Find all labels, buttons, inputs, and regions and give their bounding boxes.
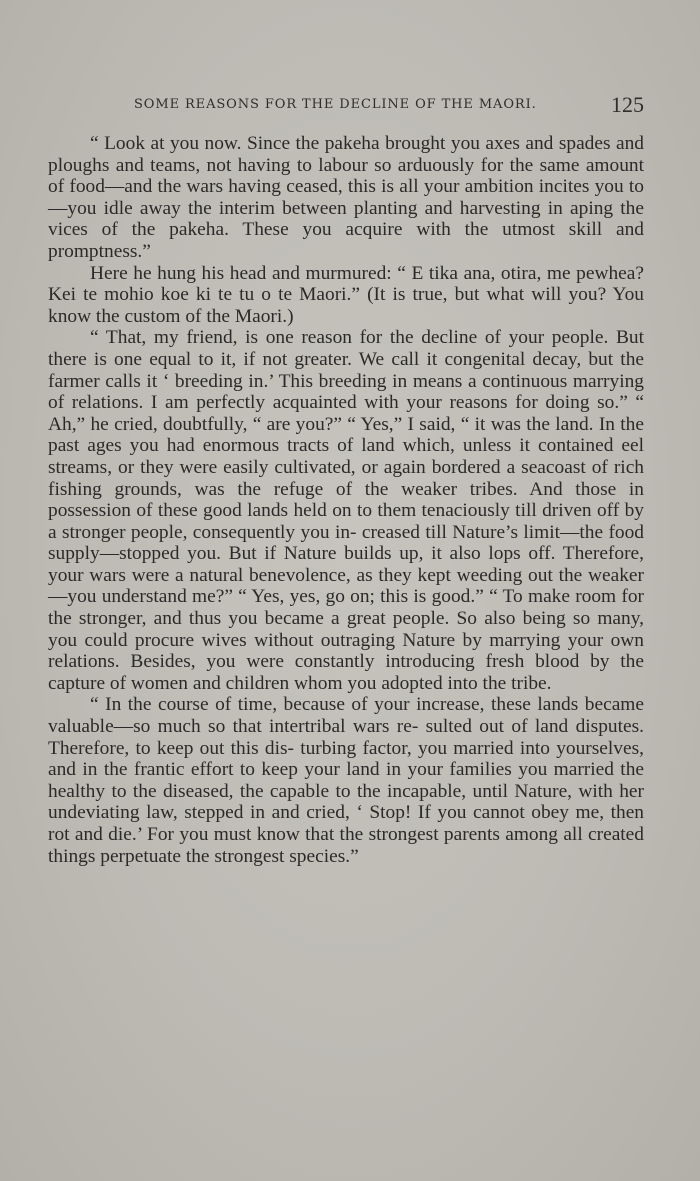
- paragraph: “ That, my friend, is one reason for the decline of your people. But there is one equal to it, if not greater. We call it congenital decay, but the farmer calls it ‘ breeding in.’ This breeding in means a continuous marrying of relations. I am perfectly acquainted with your reasons for doing so.” “ Ah,” he cried, doubtfully, “ are you?” “ Yes,” I said, “ it was the land. In the past ages you had enormous tracts of land which, unless it contained eel streams, or they were easily cultivated, or again bordered a seacoast of rich fishing grounds, was the refuge of the weaker tribes. And those in possession of these good lands held on to them tenaciously till driven off by a stronger people, consequently you in- creased till Nature’s limit—the food supply—stopped you. But if Nature builds up, it also lops off. Therefore, your wars were a natural benevolence, as they kept weeding out the weaker—you understand me?” “ Yes, yes, go on; this is good.” “ To make room for the stronger, and thus you became a great people. So also being so many, you could procure wives without outraging Nature by marrying your own relations. Besides, you were constantly introducing fresh blood by the capture of women and children whom you adopted into the tribe.: [48, 327, 644, 694]
- page-number: 125: [611, 92, 644, 117]
- paragraph: Here he hung his head and murmured: “ E tika ana, otira, me pewhea? Kei te mohio koe ki te tu o te Maori.” (It is true, but what will you? You know the custom of the Maori.): [48, 262, 644, 327]
- body-text: [48, 133, 644, 867]
- page-header: [48, 92, 644, 120]
- paragraph: “ Look at you now. Since the pakeha brought you axes and spades and ploughs and teams, not having to labour so arduously for the same amount of food—and the wars having ceased, this is all your ambition incites you to—you idle away the interim between planting and harvesting in aping the vices of the pakeha. These you acquire with the utmost skill and promptness.”: [48, 133, 644, 262]
- paragraph: “ In the course of time, because of your increase, these lands became valuable—so much so that intertribal wars re- sulted out of land disputes. Therefore, to keep out this dis- turbing factor, you married into yourselves, and in the frantic effort to keep your land in your families you married the healthy to the diseased, the capable to the incapable, until Nature, with her undeviating law, stepped in and cried, ‘ Stop! If you cannot obey me, then rot and die.’ For you must know that the strongest parents among all created things perpetuate the strongest species.”: [48, 694, 644, 867]
- running-title: SOME REASONS FOR THE DECLINE OF THE MAORI.: [134, 97, 537, 112]
